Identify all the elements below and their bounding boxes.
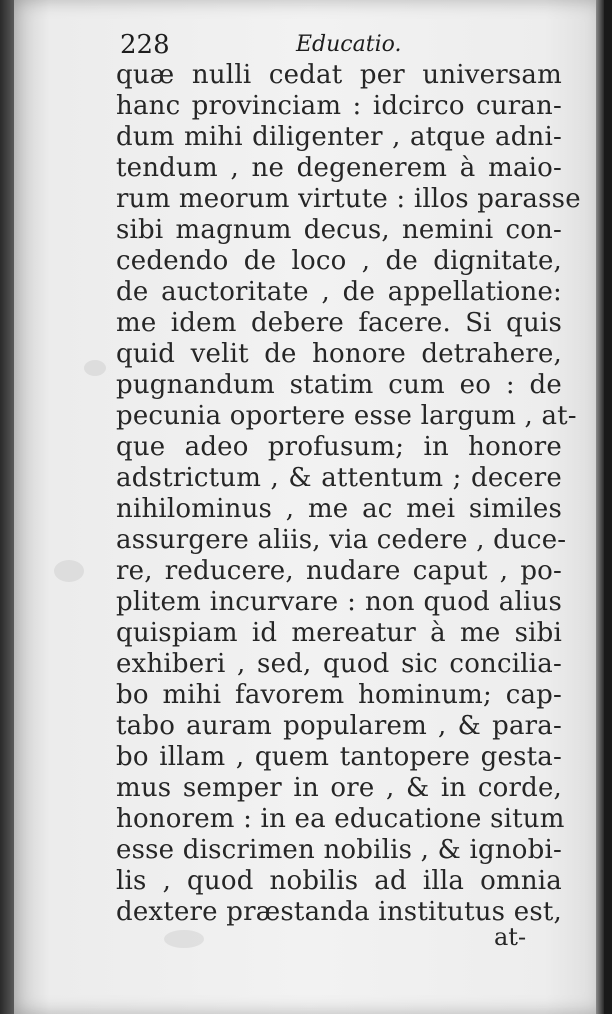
text-line: pecunia oportere esse largum , at- xyxy=(116,401,577,431)
running-head: Educatio. xyxy=(296,32,402,57)
body-text xyxy=(116,60,581,928)
paper-stain xyxy=(164,930,204,948)
text-line: quæ nulli cedat per universam xyxy=(116,60,562,90)
text-line: dum mihi diligenter , atque adni- xyxy=(116,122,562,152)
text-line: tabo auram popularem , & para- xyxy=(116,711,562,741)
text-line: sibi magnum decus, nemini con- xyxy=(116,215,562,245)
text-line: nihilominus , me ac mei similes xyxy=(116,494,562,524)
text-line: lis , quod nobilis ad illa omnia xyxy=(116,866,562,896)
text-line: tendum , ne degenerem à maio- xyxy=(116,153,562,183)
text-line: re, reducere, nudare caput , po- xyxy=(116,556,562,586)
text-line: assurgere aliis, via cedere , duce- xyxy=(116,525,567,555)
text-line: esse discrimen nobilis , & ignobi- xyxy=(116,835,562,865)
text-line: adstrictum , & attentum ; decere xyxy=(116,463,562,493)
paper-stain xyxy=(54,560,84,582)
text-line: pugnandum statim cum eo : de xyxy=(116,370,562,400)
text-line: bo mihi favorem hominum; cap- xyxy=(116,680,562,710)
text-line: cedendo de loco , de dignitate, xyxy=(116,246,562,276)
page-header xyxy=(120,30,560,64)
text-line: honorem : in ea educatione situm xyxy=(116,804,565,834)
text-line: me idem debere facere. Si quis xyxy=(116,308,562,338)
text-line: dextere præstanda institutus est, xyxy=(116,897,562,927)
text-line: bo illam , quem tantopere gesta- xyxy=(116,742,562,772)
page-number: 228 xyxy=(120,30,170,60)
text-line: rum meorum virtute : illos parasse xyxy=(116,184,581,214)
text-line: hanc provinciam : idcirco curan- xyxy=(116,91,562,121)
catchword: at- xyxy=(494,923,527,951)
page-fore-edge xyxy=(596,0,604,1014)
text-line: exhiberi , sed, quod sic concilia- xyxy=(116,649,562,679)
text-line: plitem incurvare : non quod alius xyxy=(116,587,562,617)
text-line: de auctoritate , de appellatione: xyxy=(116,277,562,307)
book-gutter-edge xyxy=(0,0,14,1014)
text-line: quispiam id mereatur à me sibi xyxy=(116,618,562,648)
text-line: mus semper in ore , & in corde, xyxy=(116,773,562,803)
paper-stain xyxy=(84,360,106,376)
text-line: quid velit de honore detrahere, xyxy=(116,339,562,369)
text-line: que adeo profusum; in honore xyxy=(116,432,562,462)
